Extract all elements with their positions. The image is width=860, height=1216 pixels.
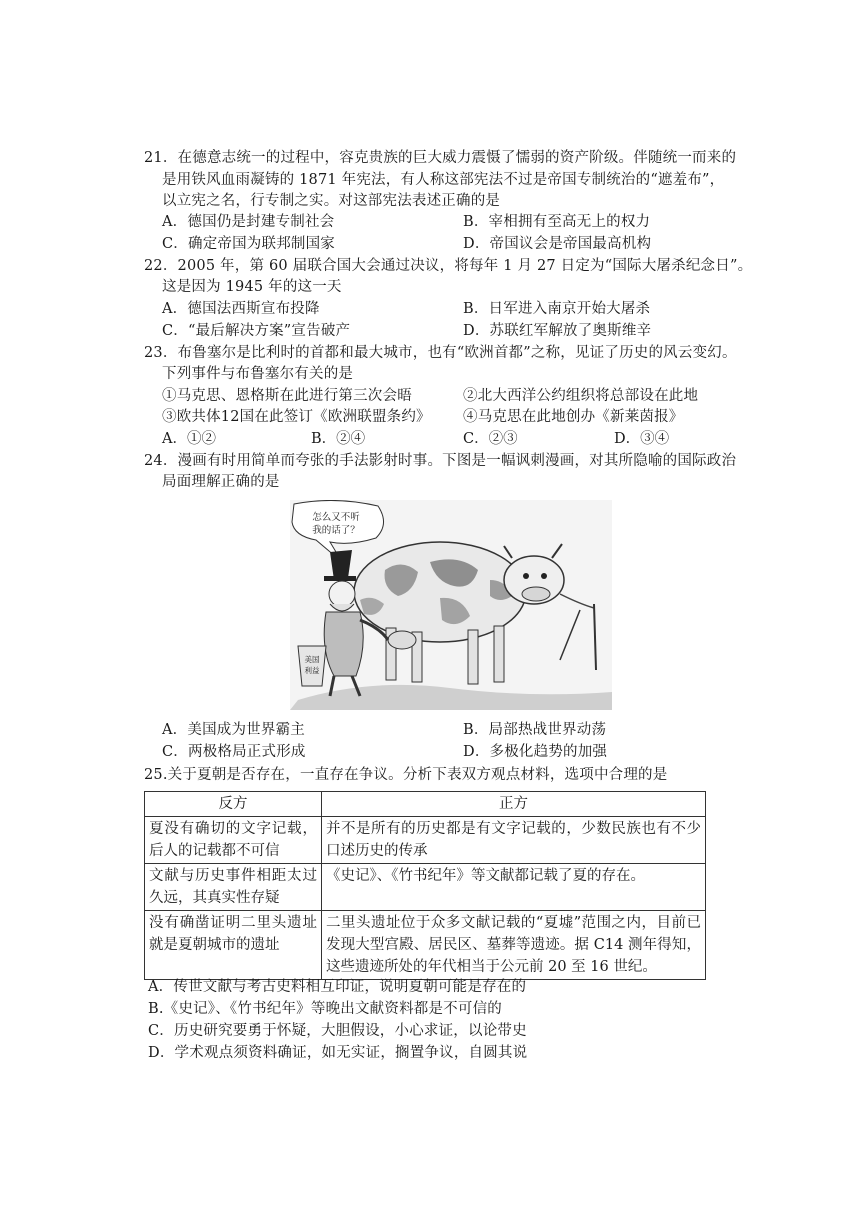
q21-stem-line2: 是用铁风血雨凝铸的 1871 年宪法，有人称这部宪法不过是帝国专制统治的“遮羞布”，	[162, 172, 725, 188]
table-row	[145, 817, 706, 864]
q25-option-c: C．历史研究要勇于怀疑，大胆假设，小心求证，以论带史	[148, 1023, 527, 1039]
q25-option-b: B.《史记》、《竹书纪年》等晚出文献资料都是不可信的	[148, 1001, 502, 1017]
q25-option-d: D．学术观点须资料确证，如无实证，搁置争议，自圆其说	[148, 1045, 528, 1061]
pro-cell: 并不是所有的历史都是有文字记载的，少数民族也有不少口述历史的传承	[322, 817, 706, 864]
con-cell: 没有确凿证明二里头遗址就是夏朝城市的遗址	[145, 911, 322, 980]
q21-option-c: C．确定帝国为联邦制国家	[162, 236, 335, 252]
q23-item-1: ①马克思、恩格斯在此进行第三次会晤	[162, 388, 412, 404]
q23-option-d: D．③④	[614, 431, 670, 447]
q22-option-b: B．日军进入南京开始大屠杀	[463, 301, 651, 317]
q22-stem-line1: 22．2005 年，第 60 届联合国大会通过决议，将每年 1 月 27 日定为“国际大屠杀纪念日”。	[144, 258, 753, 274]
q23-stem-line2: 下列事件与布鲁塞尔有关的是	[162, 366, 354, 382]
q24-option-b: B．局部热战世界动荡	[463, 722, 607, 738]
q23-item-4: ④马克思在此地创办《新莱茵报》	[463, 409, 684, 425]
bucket-label-line1: 美国	[304, 655, 320, 664]
q25-option-a: A．传世文献与考古史料相互印证，说明夏朝可能是存在的	[148, 979, 527, 995]
q24-stem-line1: 24．漫画有时用简单而夸张的手法影射时事。下图是一幅讽刺漫画，对其所隐喻的国际政治	[144, 453, 737, 469]
table-row	[145, 911, 706, 980]
satirical-cartoon	[290, 500, 612, 710]
q24-option-c: C．两极格局正式形成	[162, 744, 306, 760]
bubble-line1: 怎么又不听	[312, 512, 360, 523]
q24-option-a: A．美国成为世界霸主	[162, 722, 305, 738]
header-pro: 正方	[322, 792, 706, 817]
header-con: 反方	[145, 792, 322, 817]
debate-table	[144, 791, 706, 980]
q22-option-a: A．德国法西斯宣布投降	[162, 301, 320, 317]
con-cell: 夏没有确切的文字记载，后人的记载都不可信	[145, 817, 322, 864]
q21-option-d: D．帝国议会是帝国最高机构	[463, 236, 652, 252]
q24-stem-line2: 局面理解正确的是	[162, 474, 280, 490]
q25-stem: 25.关于夏朝是否存在，一直存在争议。分析下表双方观点材料，选项中合理的是	[144, 767, 668, 783]
q21-stem-line3: 以立宪之名，行专制之实。对这部宪法表述正确的是	[162, 193, 501, 209]
q23-option-c: C．②③	[463, 431, 518, 447]
bucket-label-line2: 利益	[304, 666, 320, 675]
q22-option-c: C．“最后解决方案”宣告破产	[162, 323, 351, 339]
pro-cell: 《史记》、《竹书纪年》等文献都记载了夏的存在。	[322, 864, 706, 911]
q22-stem-line2: 这是因为 1945 年的这一天	[162, 279, 342, 295]
q23-option-b: B．②④	[311, 431, 366, 447]
q23-stem-line1: 23．布鲁塞尔是比利时的首都和最大城市，也有“欧洲首都”之称，见证了历史的风云变幻。	[144, 345, 737, 361]
bubble-line2: 我的话了？	[312, 525, 360, 536]
q23-option-a: A．①②	[162, 431, 216, 447]
q24-option-d: D．多极化趋势的加强	[463, 744, 608, 760]
q22-option-d: D．苏联红军解放了奥斯维辛	[463, 323, 652, 339]
table-header-row	[145, 792, 706, 817]
bucket	[298, 646, 326, 686]
q23-item-3: ③欧共体12国在此签订《欧洲联盟条约》	[162, 409, 431, 425]
q21-option-b: B．宰相拥有至高无上的权力	[463, 214, 651, 230]
q23-item-2: ②北大西洋公约组织将总部设在此地	[463, 388, 699, 404]
table-row	[145, 864, 706, 911]
con-cell: 文献与历史事件相距太过久远，其真实性存疑	[145, 864, 322, 911]
q21-stem-line1: 21．在德意志统一的过程中，容克贵族的巨大威力震慑了懦弱的资产阶级。伴随统一而来的	[144, 150, 737, 166]
q21-option-a: A．德国仍是封建专制社会	[162, 214, 335, 230]
pro-cell: 二里头遗址位于众多文献记载的“夏墟”范围之内，目前已发现大型宫殿、居民区、墓葬等遗迹。据 C14 测年得知，这些遗迹所处的年代相当于公元前 20 至 16 世纪。	[322, 911, 706, 980]
